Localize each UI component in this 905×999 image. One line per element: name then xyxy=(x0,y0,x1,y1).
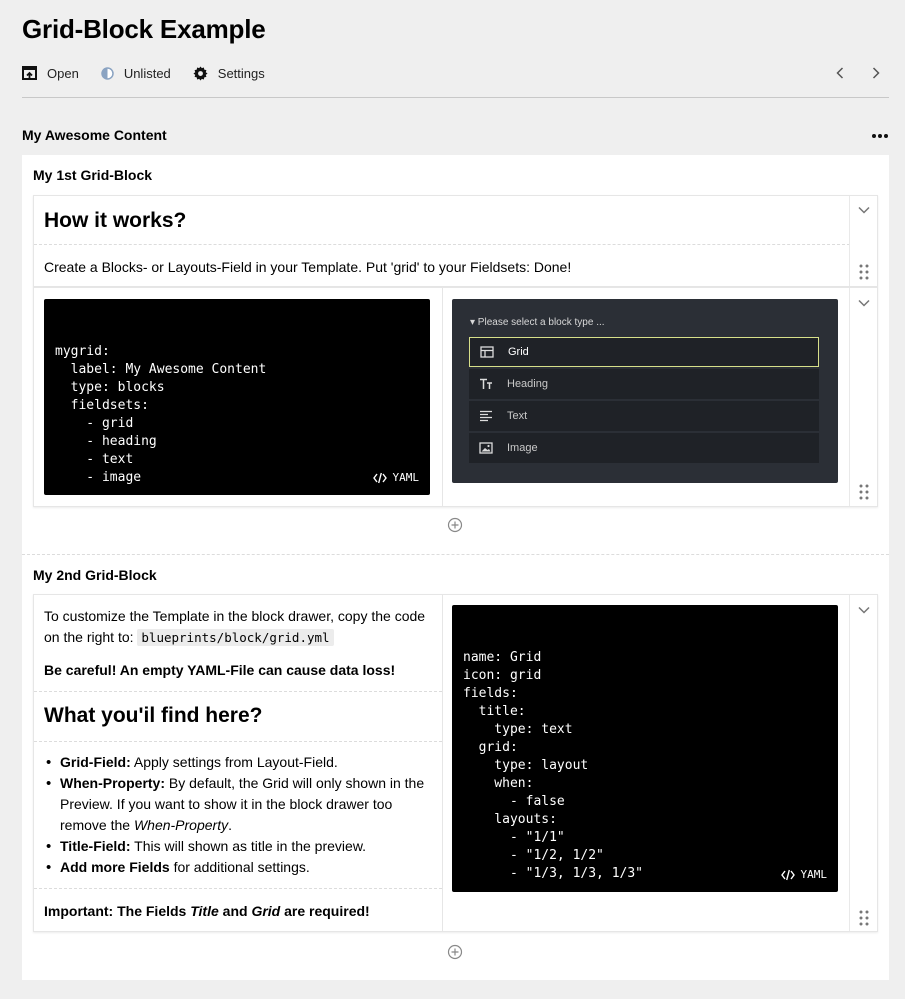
drawer-item-image xyxy=(469,433,819,463)
feature-text: By default, the Grid will only shown in the Preview. If you want to show it in the block drawer too remove the xyxy=(60,775,425,833)
block-2-important xyxy=(44,901,370,922)
drag-handle-icon[interactable] xyxy=(859,484,869,500)
column-divider xyxy=(442,595,443,931)
code-icon xyxy=(781,869,795,881)
drawer-item-text xyxy=(469,401,819,431)
open-button[interactable] xyxy=(22,66,79,81)
more-icon xyxy=(870,128,890,144)
feature-text: for additional settings. xyxy=(169,859,310,875)
open-label: Open xyxy=(47,65,79,81)
code-block-1 xyxy=(44,299,430,495)
title-icon xyxy=(479,378,493,390)
add-row-button[interactable] xyxy=(447,517,463,533)
drawer-item-label: Heading xyxy=(507,378,548,390)
feature-term: Title-Field: xyxy=(60,838,131,854)
open-icon xyxy=(22,66,37,81)
chevron-left-icon xyxy=(836,67,844,79)
grid-icon xyxy=(480,346,494,358)
field-label: My Awesome Content xyxy=(22,127,167,143)
code-icon xyxy=(373,472,387,484)
code-content: name: Grid icon: grid fields: title: type: text grid: type: layout when: - false layouts: - "1/1" - "1/2, 1/2" - "1/3, 1/3, 1/3" xyxy=(463,650,644,881)
feature-text: Apply settings from Layout-Field. xyxy=(130,754,338,770)
block-2-intro xyxy=(44,606,434,648)
intro-code: blueprints/block/grid.yml xyxy=(137,629,333,646)
field-options-button[interactable] xyxy=(870,128,890,144)
code-language-label: YAML xyxy=(800,868,827,881)
row-controls xyxy=(849,595,877,931)
separator xyxy=(34,691,442,692)
code-language xyxy=(781,866,828,884)
feature-list xyxy=(46,752,426,878)
important-text: are required! xyxy=(280,903,370,919)
block-1-title: My 1st Grid-Block xyxy=(33,167,153,183)
add-row-button[interactable] xyxy=(447,944,463,960)
block-drawer-screenshot xyxy=(452,299,838,483)
code-block-2 xyxy=(452,605,838,892)
list-item xyxy=(46,836,426,857)
code-language-label: YAML xyxy=(392,471,419,484)
block-1-heading: How it works? xyxy=(44,209,187,232)
settings-label: Settings xyxy=(217,65,265,81)
plus-circle-icon xyxy=(449,946,462,959)
feature-term: Grid-Field: xyxy=(60,754,131,770)
status-button[interactable] xyxy=(101,66,171,81)
block-2-warning: Be careful! An empty YAML-File can cause data loss! xyxy=(44,662,396,678)
block-separator xyxy=(22,554,889,555)
image-icon xyxy=(479,442,493,454)
drawer-item-label: Grid xyxy=(508,346,529,358)
separator xyxy=(34,741,442,742)
grid-row-1 xyxy=(33,195,878,287)
previous-page-button[interactable] xyxy=(831,64,849,82)
intro-text: To customize the Template in the block drawer, copy the code on the right to: xyxy=(44,608,426,645)
row-controls xyxy=(849,288,877,506)
block-2-heading: What you'il find here? xyxy=(44,704,263,727)
drawer-item-heading xyxy=(469,369,819,399)
drawer-item-label: Text xyxy=(507,410,528,422)
block-1-text: Create a Blocks- or Layouts-Field in your Template. Put 'grid' to your Fieldsets: Done! xyxy=(44,259,572,275)
feature-term: Add more Fields xyxy=(60,859,170,875)
code-content: mygrid: label: My Awesome Content type: blocks fieldsets: - grid - heading - text - image xyxy=(55,344,267,485)
separator xyxy=(34,244,850,245)
page-title: Grid-Block Example xyxy=(22,14,266,44)
important-text: Important: The Fields xyxy=(44,903,191,919)
list-item xyxy=(46,857,426,878)
separator xyxy=(34,888,442,889)
next-page-button[interactable] xyxy=(867,64,885,82)
drag-handle-icon[interactable] xyxy=(859,264,869,280)
half-circle-icon xyxy=(101,67,114,80)
row-controls xyxy=(849,196,877,286)
chevron-right-icon xyxy=(872,67,880,79)
plus-circle-icon xyxy=(449,519,462,532)
feature-term: When-Property: xyxy=(60,775,165,791)
column-divider xyxy=(442,288,443,506)
status-label: Unlisted xyxy=(123,65,171,81)
header-divider xyxy=(22,97,889,98)
important-text: and xyxy=(218,903,252,919)
settings-button[interactable] xyxy=(193,66,265,81)
feature-emphasis: When-Property xyxy=(133,817,229,833)
chevron-down-icon[interactable] xyxy=(858,206,870,214)
feature-text: This will shown as title in the preview. xyxy=(130,838,367,854)
code-language xyxy=(373,469,420,487)
feature-text: . xyxy=(228,817,232,833)
chevron-down-icon[interactable] xyxy=(858,606,870,614)
page-toolbar xyxy=(22,64,287,82)
list-item xyxy=(46,773,426,836)
list-item xyxy=(46,752,426,773)
important-emphasis: Grid xyxy=(251,903,281,919)
text-lines-icon xyxy=(479,410,493,422)
drawer-item-label: Image xyxy=(507,442,538,454)
drawer-caption: ▾ Please select a block type ... xyxy=(470,317,605,328)
block-2-title: My 2nd Grid-Block xyxy=(33,567,157,583)
important-emphasis: Title xyxy=(190,903,219,919)
drawer-item-grid xyxy=(469,337,819,367)
gear-icon xyxy=(193,66,208,81)
chevron-down-icon[interactable] xyxy=(858,299,870,307)
page-navigation xyxy=(813,64,885,82)
drag-handle-icon[interactable] xyxy=(859,910,869,926)
